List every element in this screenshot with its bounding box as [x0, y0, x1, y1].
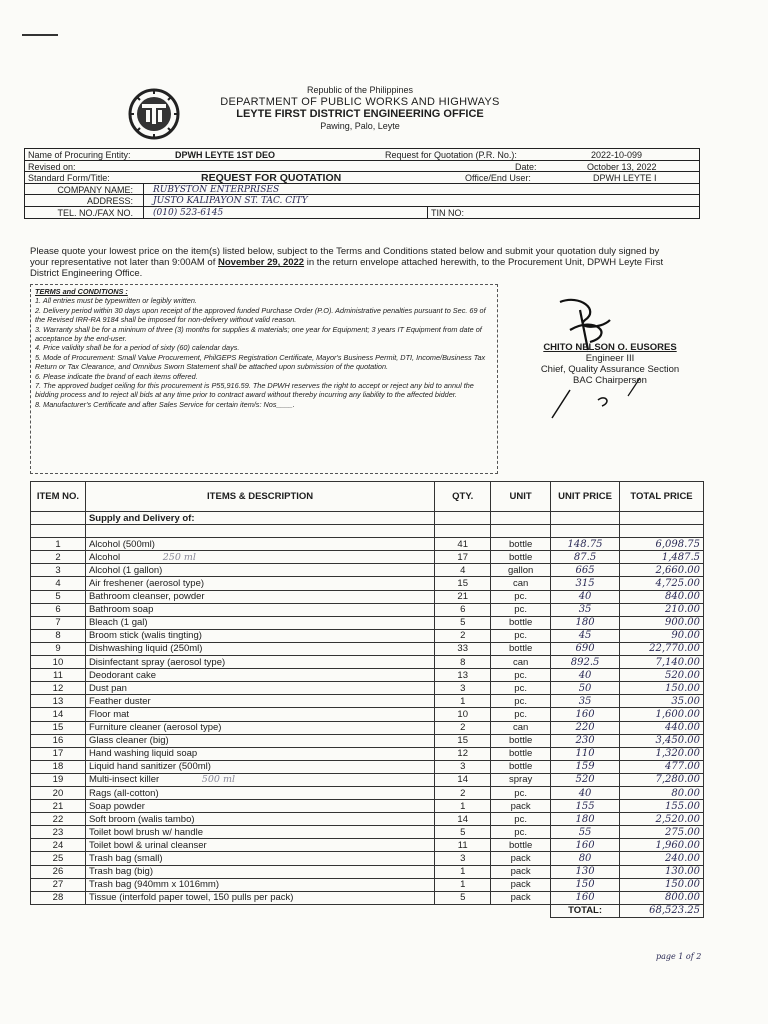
item-no: 21 — [31, 800, 86, 813]
item-total-price: 520.00 — [620, 669, 704, 682]
item-unit-price: 665 — [551, 564, 620, 577]
item-description-cell — [85, 760, 434, 773]
item-description-cell — [85, 616, 434, 629]
item-qty: 15 — [435, 734, 491, 747]
total-value: 68,523.25 — [620, 904, 704, 917]
item-qty: 21 — [435, 590, 491, 603]
item-description-cell — [85, 865, 434, 878]
item-no: 13 — [31, 695, 86, 708]
item-qty: 3 — [435, 760, 491, 773]
term-item: 7. The approved budget ceiling for this procurement is P55,916.59. The DPWH reserves the right to accept or reject any bid to annul the bidding process and to reject all bids at any time prior to contract award without thereby incurring any liability to the affected bidder. — [35, 381, 474, 400]
item-description: Trash bag (big) — [88, 866, 154, 878]
pr-label: Request for Quotation (P.R. No.): — [385, 150, 517, 160]
item-description-cell — [85, 786, 434, 799]
item-no: 28 — [31, 891, 86, 904]
item-qty: 2 — [435, 721, 491, 734]
col-unit-price: UNIT PRICE — [551, 482, 620, 512]
deadline-date: November 29, 2022 — [218, 257, 305, 268]
table-row — [31, 708, 704, 721]
item-total-price: 240.00 — [620, 852, 704, 865]
item-no: 19 — [31, 773, 86, 786]
item-unit: bottle — [491, 839, 551, 852]
col-qty: QTY. — [435, 482, 491, 512]
item-unit-price: 160 — [551, 891, 620, 904]
item-qty: 1 — [435, 878, 491, 891]
item-unit: pack — [491, 878, 551, 891]
item-unit: pc. — [491, 813, 551, 826]
item-total-price: 1,487.5 — [620, 551, 704, 564]
item-qty: 11 — [435, 839, 491, 852]
item-unit-price: 80 — [551, 852, 620, 865]
item-no: 7 — [31, 616, 86, 629]
item-qty: 1 — [435, 695, 491, 708]
item-no: 1 — [31, 538, 86, 551]
item-no: 12 — [31, 682, 86, 695]
term-item: 2. Delivery period within 30 days upon receipt of the approved funded Purchase Order (P.O). Administrative penalties pursuant to Sec. 69 of the Revised IRR-RA 9184 shall be imposed for non-delivery without valid reason. — [35, 305, 486, 325]
item-total-price: 90.00 — [620, 629, 704, 642]
item-no: 23 — [31, 826, 86, 839]
form-title: REQUEST FOR QUOTATION — [201, 172, 342, 184]
item-unit-price: 520 — [551, 773, 620, 786]
entity-label: Name of Procuring Entity: — [28, 150, 131, 160]
item-qty: 15 — [435, 577, 491, 590]
term-item: 5. Mode of Procurement: Small Value Procurement, PhilGEPS Registration Certificate, Mayor's Business Permit, DTI, Income/Business Tax Return or Tax Clearance, and Omnibus Sworn Statement shall be attached upon submission of the quotation. — [35, 352, 486, 372]
info-row-entity — [25, 149, 699, 161]
item-total-price: 840.00 — [620, 590, 704, 603]
item-qty: 13 — [435, 669, 491, 682]
info-row-company — [25, 184, 699, 196]
item-unit-price: 110 — [551, 747, 620, 760]
item-unit-price: 159 — [551, 760, 620, 773]
section-title: Supply and Delivery of: — [85, 512, 434, 525]
item-description-cell — [85, 564, 434, 577]
procurement-info-box — [24, 148, 700, 219]
item-description-cell — [85, 891, 434, 904]
item-unit-price: 315 — [551, 577, 620, 590]
table-row — [31, 577, 704, 590]
item-unit-price: 160 — [551, 839, 620, 852]
letterhead — [210, 84, 510, 132]
item-description-cell — [85, 590, 434, 603]
table-row — [31, 852, 704, 865]
item-no: 27 — [31, 878, 86, 891]
item-unit-price: 160 — [551, 708, 620, 721]
item-no: 15 — [31, 721, 86, 734]
item-description: Deodorant cake — [88, 669, 157, 681]
signatory-block — [510, 292, 710, 386]
table-row — [31, 669, 704, 682]
item-qty: 5 — [435, 616, 491, 629]
item-no: 8 — [31, 629, 86, 642]
table-row — [31, 682, 704, 695]
table-row — [31, 839, 704, 852]
item-unit: bottle — [491, 616, 551, 629]
item-no: 5 — [31, 590, 86, 603]
table-row — [31, 786, 704, 799]
item-total-price: 130.00 — [620, 865, 704, 878]
table-row — [31, 551, 704, 564]
term-item: 6. Please indicate the brand of each items offered. — [35, 371, 198, 381]
item-unit: bottle — [491, 760, 551, 773]
item-qty: 5 — [435, 891, 491, 904]
item-unit-price: 892.5 — [551, 656, 620, 669]
item-description: Bathroom soap — [88, 604, 154, 616]
table-row — [31, 826, 704, 839]
table-row — [31, 695, 704, 708]
address-label: ADDRESS: — [86, 196, 133, 206]
company-value: RUBYSTON ENTERPRISES — [153, 184, 280, 195]
pen-mark — [22, 34, 58, 36]
total-label: TOTAL: — [551, 904, 620, 917]
item-no: 26 — [31, 865, 86, 878]
form-label: Standard Form/Title: — [28, 173, 110, 183]
table-header — [31, 482, 704, 512]
item-qty: 6 — [435, 603, 491, 616]
table-row — [31, 721, 704, 734]
item-description: Toilet bowl brush w/ handle — [88, 826, 204, 838]
item-unit-price: 690 — [551, 642, 620, 655]
item-description: Air freshener (aerosol type) — [88, 578, 205, 590]
item-description: Multi-insect killer — [88, 774, 160, 786]
section-row — [31, 512, 704, 525]
item-unit-price: 180 — [551, 813, 620, 826]
item-total-price: 35.00 — [620, 695, 704, 708]
instructions-part2: in the return envelope attached herewith, to the Procurement Unit, DPWH Leyte First District Engineering Office. — [30, 257, 664, 279]
address-line: Pawing, Palo, Leyte — [320, 121, 400, 131]
item-description-cell — [85, 551, 434, 564]
item-no: 14 — [31, 708, 86, 721]
item-description-cell — [85, 669, 434, 682]
item-unit: pc. — [491, 603, 551, 616]
item-description-cell — [85, 826, 434, 839]
item-qty: 1 — [435, 865, 491, 878]
item-description: Alcohol — [88, 551, 121, 563]
item-note: 500 ml — [201, 774, 235, 786]
item-description: Soft broom (walis tambo) — [88, 813, 195, 825]
item-description-cell — [85, 852, 434, 865]
item-unit: pc. — [491, 708, 551, 721]
item-total-price: 440.00 — [620, 721, 704, 734]
signatory-position: Engineer III — [585, 353, 635, 364]
item-unit: pc. — [491, 682, 551, 695]
item-no: 24 — [31, 839, 86, 852]
spacer-row — [31, 525, 704, 538]
table-row — [31, 800, 704, 813]
item-unit-price: 180 — [551, 616, 620, 629]
item-qty: 2 — [435, 629, 491, 642]
instructions-part1: Please quote your lowest price on the item(s) listed below, subject to the Terms and Conditions stated below and submit your quotation duly signed by your representative not later than 9:00AM of — [30, 246, 660, 268]
table-row — [31, 747, 704, 760]
term-item: 1. All entries must be typewritten or legibly written. — [35, 296, 197, 306]
item-description-cell — [85, 603, 434, 616]
signatory-section: Chief, Quality Assurance Section — [540, 364, 680, 375]
item-total-price: 2,520.00 — [620, 813, 704, 826]
item-qty: 2 — [435, 786, 491, 799]
item-no: 9 — [31, 642, 86, 655]
date-label: Date: — [515, 161, 537, 172]
item-description: Feather duster — [88, 695, 151, 707]
item-total-price: 150.00 — [620, 682, 704, 695]
item-total-price: 4,725.00 — [620, 577, 704, 590]
address-value: JUSTO KALIPAYON ST. TAC. CITY — [153, 196, 308, 206]
item-unit-price: 155 — [551, 800, 620, 813]
item-unit-price: 35 — [551, 603, 620, 616]
total-row — [31, 904, 704, 917]
office-label: Office/End User: — [465, 173, 531, 183]
item-description: Rags (all-cotton) — [88, 787, 159, 799]
item-description: Alcohol (1 gallon) — [88, 564, 163, 576]
item-description-cell — [85, 538, 434, 551]
item-description-cell — [85, 734, 434, 747]
item-description: Glass cleaner (big) — [88, 735, 169, 747]
item-description: Disinfectant spray (aerosol type) — [88, 656, 226, 668]
item-qty: 8 — [435, 656, 491, 669]
table-row — [31, 865, 704, 878]
item-no: 22 — [31, 813, 86, 826]
terms-box — [30, 284, 498, 474]
term-item: 3. Warranty shall be for a mininum of three (3) months for supplies & materials; one year for Equipment; 3 years IT Equipment from date of acceptance by the end-user. — [35, 324, 482, 344]
item-description: Dishwashing liquid (250ml) — [88, 643, 203, 655]
table-row — [31, 891, 704, 904]
item-unit: pc. — [491, 629, 551, 642]
item-unit-price: 230 — [551, 734, 620, 747]
item-unit-price: 40 — [551, 669, 620, 682]
table-row — [31, 734, 704, 747]
item-qty: 41 — [435, 538, 491, 551]
item-no: 17 — [31, 747, 86, 760]
item-unit-price: 150 — [551, 878, 620, 891]
item-total-price: 900.00 — [620, 616, 704, 629]
item-qty: 14 — [435, 773, 491, 786]
item-total-price: 210.00 — [620, 603, 704, 616]
item-description: Toilet bowl & urinal cleanser — [88, 839, 207, 851]
item-description-cell — [85, 813, 434, 826]
pr-value: 2022-10-099 — [591, 150, 643, 160]
item-total-price: 22,770.00 — [620, 642, 704, 655]
item-qty: 5 — [435, 826, 491, 839]
item-unit: bottle — [491, 734, 551, 747]
item-no: 18 — [31, 760, 86, 773]
term-item: 4. Price validity shall be for a period of sixty (60) calendar days. — [35, 343, 240, 353]
table-row — [31, 773, 704, 786]
col-description: ITEMS & DESCRIPTION — [85, 482, 434, 512]
table-row — [31, 760, 704, 773]
item-no: 25 — [31, 852, 86, 865]
item-unit: can — [491, 721, 551, 734]
item-description-cell — [85, 577, 434, 590]
item-unit: bottle — [491, 538, 551, 551]
item-total-price: 477.00 — [620, 760, 704, 773]
item-total-price: 7,280.00 — [620, 773, 704, 786]
item-unit-price: 220 — [551, 721, 620, 734]
item-unit: spray — [491, 773, 551, 786]
item-description: Bathroom cleanser, powder — [88, 591, 205, 603]
item-unit: bottle — [491, 747, 551, 760]
item-description-cell — [85, 800, 434, 813]
item-total-price: 6,098.75 — [620, 538, 704, 551]
table-row — [31, 813, 704, 826]
info-row-tel — [25, 207, 699, 219]
item-unit: bottle — [491, 551, 551, 564]
info-row-revised — [25, 161, 699, 173]
item-description-cell — [85, 747, 434, 760]
item-no: 4 — [31, 577, 86, 590]
item-unit: pack — [491, 852, 551, 865]
tel-value: (010) 523-6145 — [153, 207, 224, 218]
item-qty: 4 — [435, 564, 491, 577]
table-row — [31, 642, 704, 655]
item-total-price: 1,320.00 — [620, 747, 704, 760]
item-description: Bleach (1 gal) — [88, 617, 148, 629]
table-row — [31, 878, 704, 891]
item-description-cell — [85, 708, 434, 721]
item-qty: 1 — [435, 800, 491, 813]
item-no: 10 — [31, 656, 86, 669]
item-note: 250 ml — [162, 551, 196, 563]
table-row — [31, 616, 704, 629]
table-row — [31, 538, 704, 551]
revised-label: Revised on: — [28, 161, 76, 172]
office-line: LEYTE FIRST DISTRICT ENGINEERING OFFICE — [236, 108, 484, 120]
item-total-price: 800.00 — [620, 891, 704, 904]
item-unit-price: 50 — [551, 682, 620, 695]
signatory-name: CHITO NELSON O. EUSORES — [543, 342, 677, 353]
col-unit: UNIT — [491, 482, 551, 512]
item-qty: 10 — [435, 708, 491, 721]
item-description: Furniture cleaner (aerosol type) — [88, 722, 222, 734]
item-total-price: 3,450.00 — [620, 734, 704, 747]
term-item: 8. Manufacturer's Certificate and after Sales Service for certain item/s: Nos____. — [35, 399, 295, 409]
item-qty: 3 — [435, 682, 491, 695]
item-description: Floor mat — [88, 708, 130, 720]
item-unit: pc. — [491, 669, 551, 682]
info-row-address — [25, 195, 699, 207]
page-number: page 1 of 2 — [656, 952, 702, 961]
terms-title: TERMS and CONDITIONS : — [35, 287, 128, 296]
tin-label: TIN NO: — [431, 207, 464, 218]
item-qty: 17 — [435, 551, 491, 564]
table-row — [31, 656, 704, 669]
item-unit-price: 55 — [551, 826, 620, 839]
col-total-price: TOTAL PRICE — [620, 482, 704, 512]
item-description: Tissue (interfold paper towel, 150 pulls per pack) — [88, 892, 294, 904]
tel-label: TEL. NO./FAX NO. — [57, 207, 133, 218]
office-value: DPWH LEYTE I — [593, 173, 657, 183]
item-unit: bottle — [491, 642, 551, 655]
item-description-cell — [85, 839, 434, 852]
item-no: 6 — [31, 603, 86, 616]
item-total-price: 7,140.00 — [620, 656, 704, 669]
info-row-form — [25, 172, 699, 184]
item-description-cell — [85, 721, 434, 734]
item-total-price: 2,660.00 — [620, 564, 704, 577]
item-description: Dust pan — [88, 682, 127, 694]
item-no: 2 — [31, 551, 86, 564]
item-no: 11 — [31, 669, 86, 682]
item-description-cell — [85, 878, 434, 891]
item-description: Trash bag (940mm x 1016mm) — [88, 879, 219, 891]
item-unit: can — [491, 656, 551, 669]
signatory-role: BAC Chairperson — [573, 375, 647, 386]
item-qty: 3 — [435, 852, 491, 865]
item-unit-price: 35 — [551, 695, 620, 708]
item-description: Trash bag (small) — [88, 852, 163, 864]
item-unit: pack — [491, 891, 551, 904]
item-no: 3 — [31, 564, 86, 577]
item-description-cell — [85, 773, 434, 786]
item-unit-price: 87.5 — [551, 551, 620, 564]
item-unit: gallon — [491, 564, 551, 577]
item-description: Alcohol (500ml) — [88, 538, 155, 550]
item-no: 16 — [31, 734, 86, 747]
item-qty: 14 — [435, 813, 491, 826]
item-description: Soap powder — [88, 800, 145, 812]
item-description: Broom stick (walis tingting) — [88, 630, 202, 642]
item-description-cell — [85, 629, 434, 642]
item-unit-price: 40 — [551, 786, 620, 799]
republic-line: Republic of the Philippines — [306, 85, 414, 95]
table-row — [31, 590, 704, 603]
item-total-price: 1,600.00 — [620, 708, 704, 721]
entity-value: DPWH LEYTE 1ST DEO — [175, 150, 276, 160]
item-description-cell — [85, 695, 434, 708]
item-unit: pack — [491, 865, 551, 878]
item-unit: pc. — [491, 590, 551, 603]
col-item-no: ITEM NO. — [31, 482, 86, 512]
item-unit-price: 45 — [551, 629, 620, 642]
item-unit-price: 148.75 — [551, 538, 620, 551]
item-qty: 12 — [435, 747, 491, 760]
item-description-cell — [85, 642, 434, 655]
department-line: DEPARTMENT OF PUBLIC WORKS AND HIGHWAYS — [220, 96, 500, 108]
company-label: COMPANY NAME: — [57, 184, 133, 195]
item-total-price: 150.00 — [620, 878, 704, 891]
item-unit: pc. — [491, 826, 551, 839]
table-row — [31, 564, 704, 577]
item-description: Hand washing liquid soap — [88, 748, 198, 760]
date-value: October 13, 2022 — [587, 161, 657, 172]
item-unit: pack — [491, 800, 551, 813]
item-unit-price: 40 — [551, 590, 620, 603]
item-unit: pc. — [491, 695, 551, 708]
item-total-price: 80.00 — [620, 786, 704, 799]
item-total-price: 1,960.00 — [620, 839, 704, 852]
item-unit: can — [491, 577, 551, 590]
item-description: Liquid hand sanitizer (500ml) — [88, 761, 211, 773]
dpwh-seal-icon — [128, 88, 180, 140]
item-description-cell — [85, 682, 434, 695]
item-qty: 33 — [435, 642, 491, 655]
table-row — [31, 629, 704, 642]
quotation-instructions — [30, 246, 670, 279]
item-no: 20 — [31, 786, 86, 799]
table-row — [31, 603, 704, 616]
item-description-cell — [85, 656, 434, 669]
item-unit-price: 130 — [551, 865, 620, 878]
item-unit: pc. — [491, 786, 551, 799]
items-table — [30, 481, 704, 918]
item-total-price: 275.00 — [620, 826, 704, 839]
item-total-price: 155.00 — [620, 800, 704, 813]
